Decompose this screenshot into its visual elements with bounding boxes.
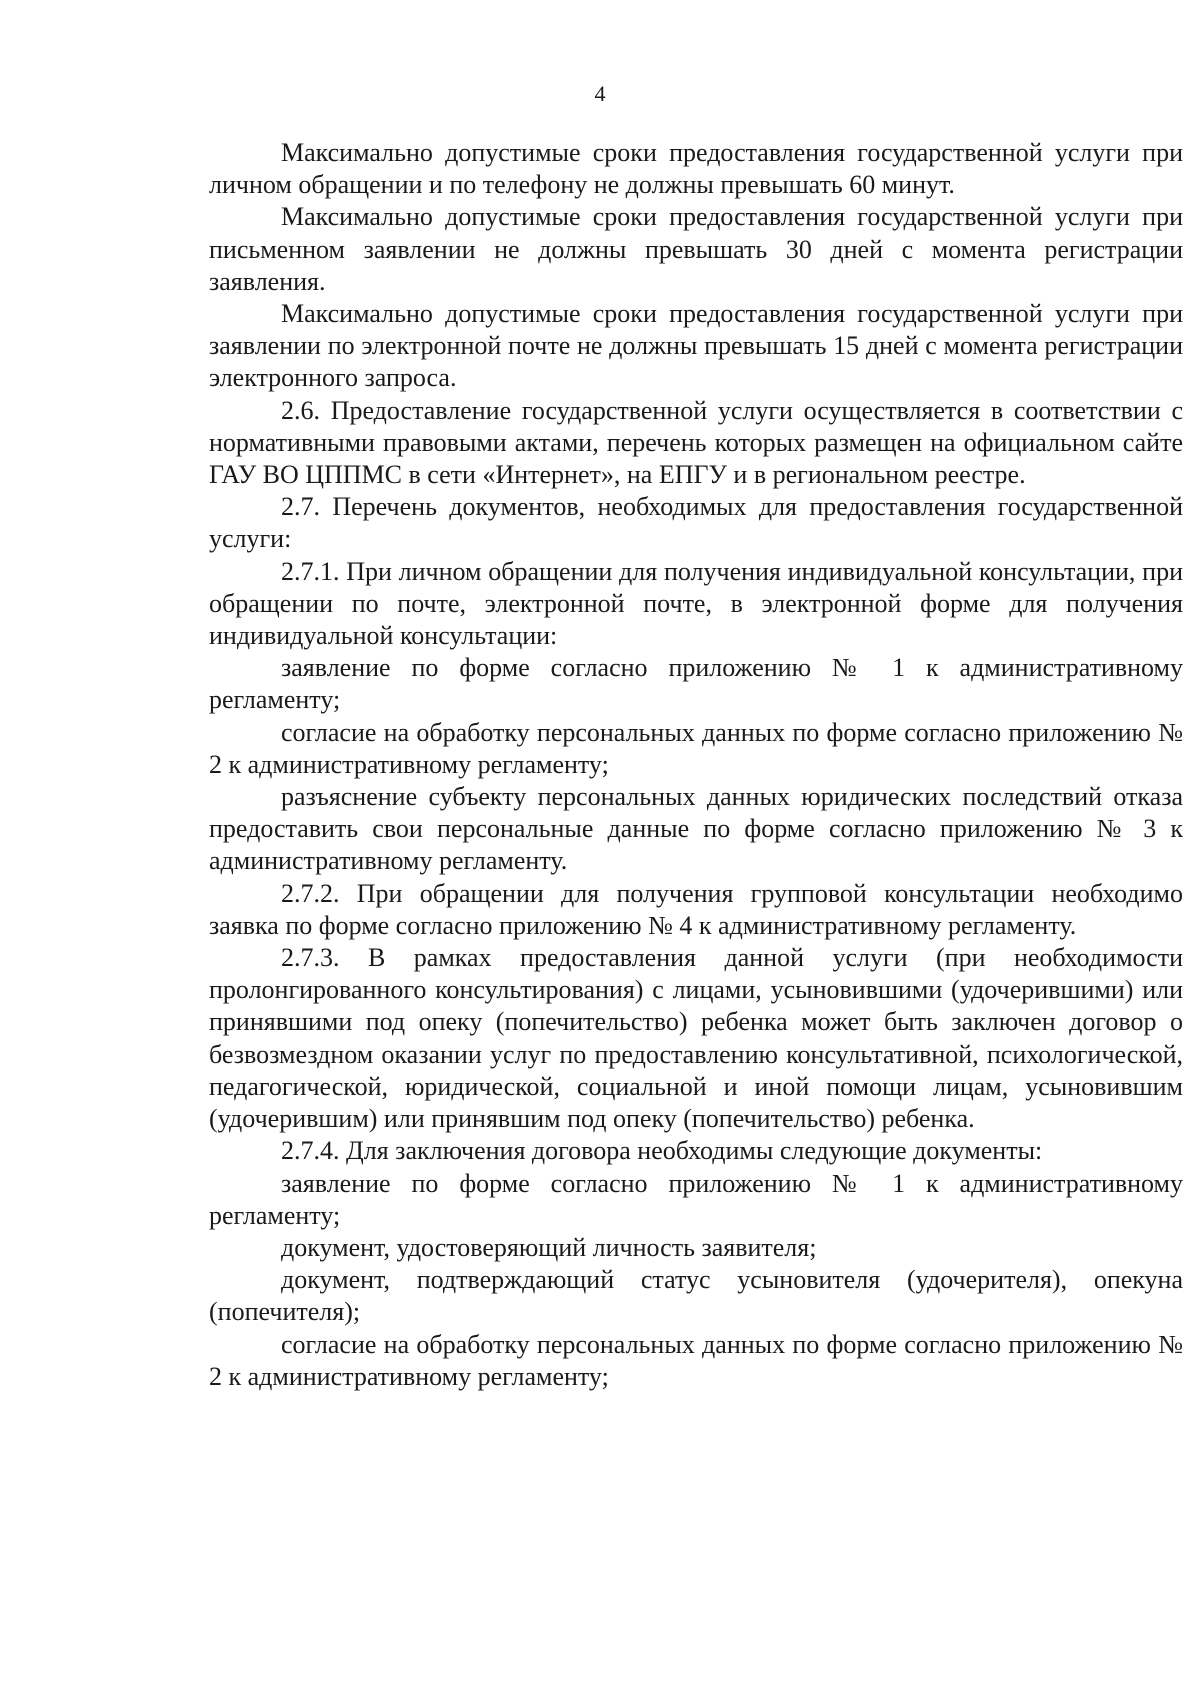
paragraph-max-time-email: Максимально допустимые сроки предоставления государственной услуги при заявлении по электронной почте не должны превышать 15 дней с момента регистрации электронного запроса. [209, 299, 1183, 393]
list-item-data-consent-2: согласие на обработку персональных данных по форме согласно приложению № 2 к административному регламенту; [209, 1329, 1183, 1391]
paragraph-2-7-2: 2.7.2. При обращении для получения групповой консультации необходимо заявка по форме согласно приложению № 4 к административному регламенту. [209, 878, 1183, 940]
paragraph-2-7: 2.7. Перечень документов, необходимых для предоставления государственной услуги: [209, 492, 1183, 554]
list-item-status-document: документ, подтверждающий статус усыновителя (удочерителя), опекуна (попечителя); [209, 1265, 1183, 1327]
paragraph-2-7-1: 2.7.1. При личном обращении для получения индивидуальной консультации, при обращении по почте, электронной почте, в электронной форме для получения индивидуальной консультации: [209, 556, 1183, 651]
page-body [209, 137, 1183, 1393]
list-item-identity-document: документ, удостоверяющий личность заявителя; [281, 1232, 817, 1262]
paragraph-max-time-written: Максимально допустимые сроки предоставления государственной услуги при письменном заявлении не должны превышать 30 дней с момента регистрации заявления. [209, 202, 1183, 296]
paragraph-2-7-4: 2.7.4. Для заключения договора необходимы следующие документы: [281, 1136, 1043, 1166]
list-item-legal-consequences: разъяснение субъекту персональных данных юридических последствий отказа предоставить свои персональные данные по форме согласно приложению № 3 к административному регламенту. [209, 782, 1183, 876]
page-number: 4 [594, 81, 606, 106]
list-item-data-consent: согласие на обработку персональных данных по форме согласно приложению № 2 к административному регламенту; [209, 717, 1183, 779]
list-item-application-form-2: заявление по форме согласно приложению № 1 к административному регламенту; [209, 1168, 1183, 1230]
paragraph-2-7-3: 2.7.3. В рамках предоставления данной услуги (при необходимости пролонгированного консультирования) с лицами, усыновившими (удочерившими) или принявшими под опеку (попечительство) ребенка может быть заключен договор о безвозмездном оказании услуг по предоставлению консультативной, психологической, педагогической, юридической, социальной и иной помощи лицам, усыновившим (удочерившим) или принявшим под опеку (попечительство) ребенка. [209, 943, 1183, 1134]
paragraph-2-6: 2.6. Предоставление государственной услуги осуществляется в соответствии с нормативными правовыми актами, перечень которых размещен на официальном сайте ГАУ ВО ЦППМС в сети «Интернет», на ЕПГУ и в региональном реестре. [209, 395, 1183, 490]
list-item-application-form: заявление по форме согласно приложению № 1 к административному регламенту; [209, 653, 1183, 715]
paragraph-max-time-personal: Максимально допустимые сроки предоставления государственной услуги при личном обращении и по телефону не должны превышать 60 минут. [209, 138, 1183, 200]
